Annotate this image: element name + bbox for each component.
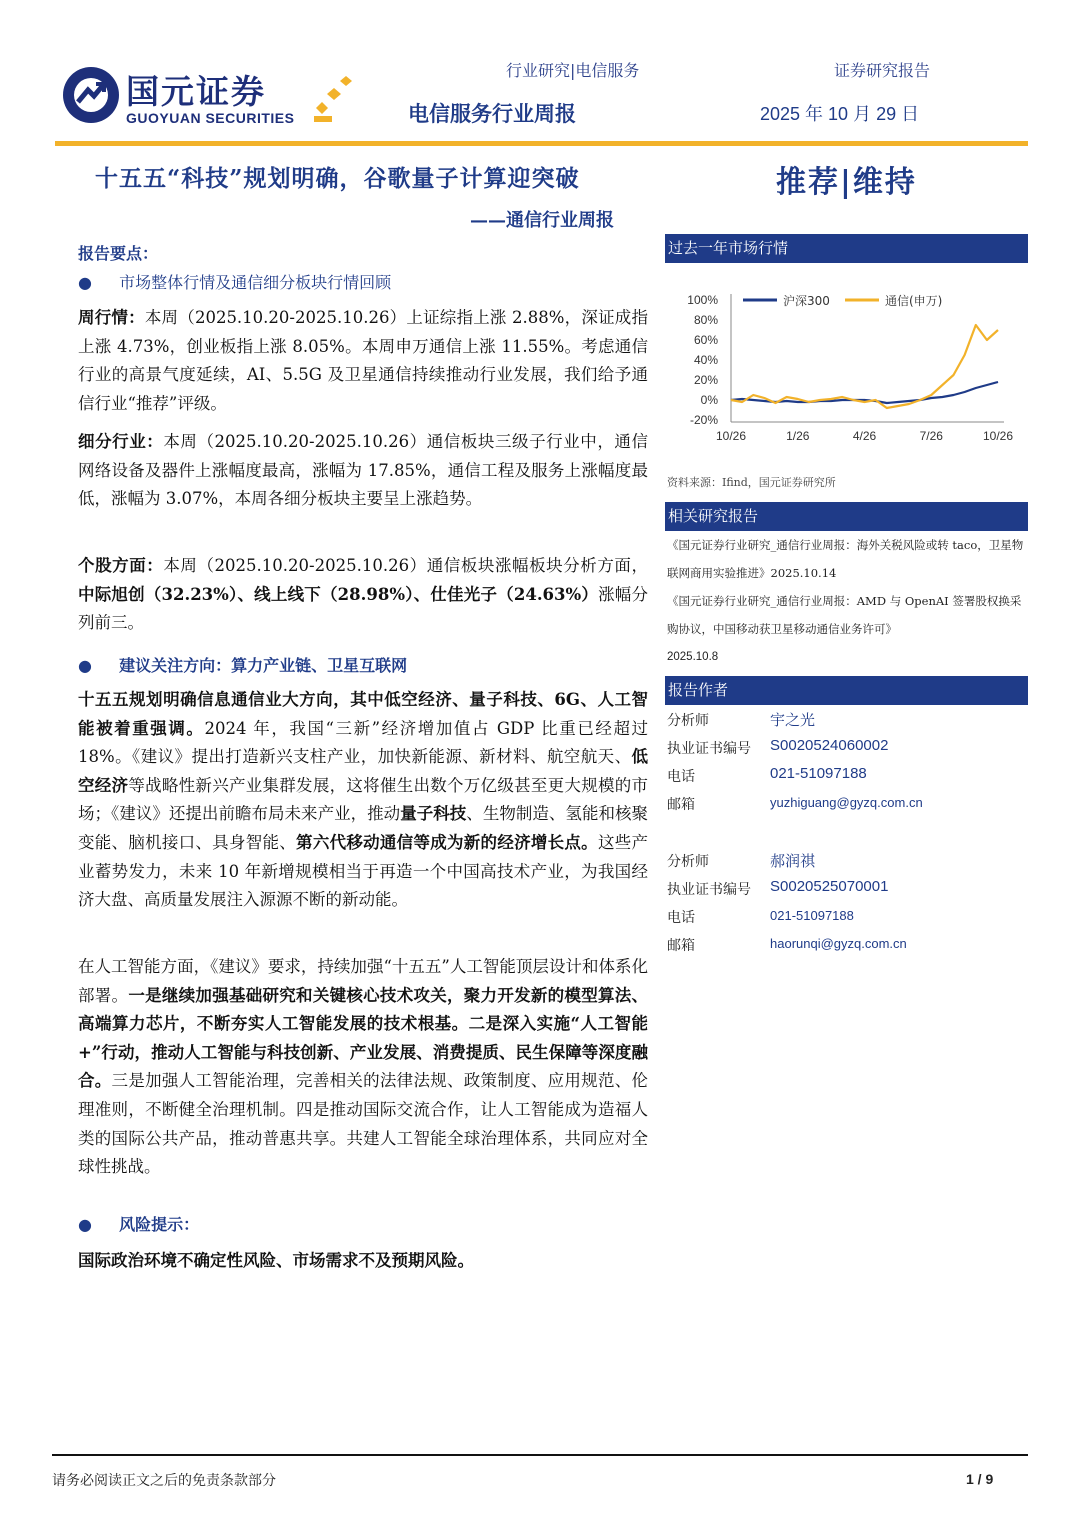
chart-x-tick-label: 4/26 (852, 429, 877, 443)
paragraph-15th-plan: 十五五规划明确信息通信业大方向，其中低空经济、量子科技、6G、人工智能被着重强调。2024 年，我国“三新”经济增加值占 GDP 比重已经超过 18%。《建议》提出打造新兴支柱产业，加快新能源、新材料、航空航天、低空经济等战略性新兴产业集群发展，这将催生出数个万亿级甚至更大规模的市场；《建议》还提出前瞻布局未来产业，推动量子科技、生物制造、氢能和核聚变能、脑机接口、具身智能、第六代移动通信等成为新的经济增长点。这些产业蓄势发力，未来 10 年新增规模相当于再造一个中国高技术产业，为我国经济大盘、高质量发展注入源源不断的新动能。 (78, 690, 649, 910)
related-section-header: 相关研究报告 (665, 502, 1028, 531)
author2-cert: S0020525070001 (770, 878, 889, 895)
report-date: 2025 年 10 月 29 日 (760, 104, 920, 124)
page-subtitle: ——通信行业周报 (470, 210, 614, 231)
footer-divider (52, 1454, 1028, 1456)
related-report-2-date: 2025.10.8 (667, 651, 719, 663)
header-divider (55, 141, 1028, 146)
paragraph-risk: 国际政治环境不确定性风险、市场需求不及预期风险。 (78, 1251, 474, 1270)
author1-cert: S0020524060002 (770, 737, 889, 754)
market-chart (665, 282, 1028, 452)
report-category: 行业研究|电信服务 (506, 61, 640, 80)
rating-badge: 推荐|维持 (776, 165, 917, 200)
author1-phone: 021-51097188 (770, 765, 867, 782)
report-name: 电信服务行业周报 (408, 101, 576, 126)
brand-name-cn: 国元证券 (126, 72, 266, 111)
bullet-dot-icon: ● (78, 656, 92, 675)
footer-disclaimer: 请务必阅读正文之后的免责条款部分 (52, 1473, 276, 1489)
related-report-1[interactable]: 《国元证券行业研究_通信行业周报：海外关税风险或转 taco，卫星物联网商用实验推进》2025.10.14 (667, 538, 1024, 580)
bullet-dot-icon: ● (78, 273, 92, 292)
bullet-dot-icon: ● (78, 1215, 92, 1234)
chart-series-line-2 (731, 325, 998, 408)
section-bullet-3: ● 风险提示： (78, 1215, 200, 1234)
chart-x-tick-label: 10/26 (715, 429, 747, 443)
paragraph-stocks: 个股方面：本周（2025.10.20-2025.10.26）通信板块涨幅板块分析方面，中际旭创（32.23%）、线上线下（28.98%）、仕佳光子（24.63%）涨幅分列前三。 (78, 556, 648, 633)
author1-role-label: 分析师 (667, 713, 709, 729)
author1-name: 宇之光 (770, 711, 816, 729)
related-report-2[interactable]: 《国元证券行业研究_通信行业周报：AMD 与 OpenAI 签署股权换采购协议，中国移动获卫星移动通信业务许可》 (667, 594, 1022, 636)
brand-name-en: GUOYUAN SECURITIES (126, 110, 295, 126)
author2-phone-label: 电话 (667, 910, 695, 926)
brand-sparkle-icon (308, 72, 356, 124)
paragraph-ai: 在人工智能方面，《建议》要求，持续加强“十五五”人工智能顶层设计和体系化部署。一是继续加强基础研究和关键核心技术攻关，聚力开发新的模型算法、高端算力芯片，不断夯实人工智能发展的技术根基。二是深入实施“人工智能+”行动，推动人工智能与科技创新、产业发展、消费提质、民生保障等深度融合。三是加强人工智能治理，完善相关的法律法规、政策制度、应用规范、伦理准则，不断健全治理机制。四是推动国际交流合作，让人工智能成为造福人类的国际公共产品，推动普惠共享。共建人工智能全球治理体系，共同应对全球性挑战。 (78, 957, 649, 1177)
chart-y-tick-label: 0% (700, 393, 718, 407)
chart-x-tick-label: 1/26 (786, 429, 810, 443)
section-bullet-1: ● 市场整体行情及通信细分板块行情回顾 (78, 273, 392, 292)
author-section-header: 报告作者 (665, 676, 1028, 705)
page-title: 十五五“科技”规划明确，谷歌量子计算迎突破 (95, 165, 580, 192)
chart-y-tick-label: 40% (693, 353, 718, 367)
chart-source: 资料来源：Ifind，国元证券研究所 (667, 476, 836, 489)
author1-email[interactable]: yuzhiguang@gyzq.com.cn (770, 795, 923, 810)
chart-y-tick-label: 100% (687, 293, 718, 307)
author1-phone-label: 电话 (667, 769, 695, 785)
paragraph-subindustry: 细分行业：本周（2025.10.20-2025.10.26）通信板块三级子行业中，通信网络设备及器件上涨幅度最高，涨幅为 17.85%，通信工程及服务上涨幅度最低，涨幅为 3.07%，本周各细分板块主要呈上涨趋势。 (78, 432, 648, 509)
page-number: 1 / 9 (966, 1471, 994, 1487)
author2-cert-label: 执业证书编号 (667, 882, 751, 898)
author2-role-label: 分析师 (667, 854, 709, 870)
chart-y-tick-label: -20% (689, 413, 718, 427)
author2-email[interactable]: haorunqi@gyzq.com.cn (770, 936, 907, 951)
paragraph-weekly: 周行情：本周（2025.10.20-2025.10.26）上证综指上涨 2.88%，深证成指上涨 4.73%，创业板指上涨 8.05%。本周申万通信上涨 11.55%。考虑通信行业的高景气度延续，AI、5.5G 及卫星通信持续推动行业发展，我们给予通信行业“推荐”评级。 (78, 308, 649, 413)
chart-x-tick-label: 7/26 (919, 429, 943, 443)
key-points-label: 报告要点： (78, 244, 159, 263)
chart-legend-label: 通信(申万) (885, 294, 943, 308)
author2-name: 郝润祺 (770, 852, 816, 870)
chart-y-tick-label: 20% (693, 373, 718, 387)
author2-email-label: 邮箱 (667, 938, 695, 954)
report-type: 证券研究报告 (834, 61, 931, 80)
chart-y-tick-label: 60% (693, 333, 718, 347)
author2-phone: 021-51097188 (770, 908, 854, 923)
chart-y-tick-label: 80% (693, 313, 718, 327)
section-bullet-2: ● 建议关注方向：算力产业链、卫星互联网 (78, 656, 408, 675)
chart-legend-label: 沪深300 (783, 294, 830, 308)
market-section-header: 过去一年市场行情 (665, 234, 1028, 263)
author1-email-label: 邮箱 (667, 797, 695, 813)
chart-x-tick-label: 10/26 (982, 429, 1014, 443)
author1-cert-label: 执业证书编号 (667, 741, 751, 757)
logo-icon (60, 64, 122, 126)
